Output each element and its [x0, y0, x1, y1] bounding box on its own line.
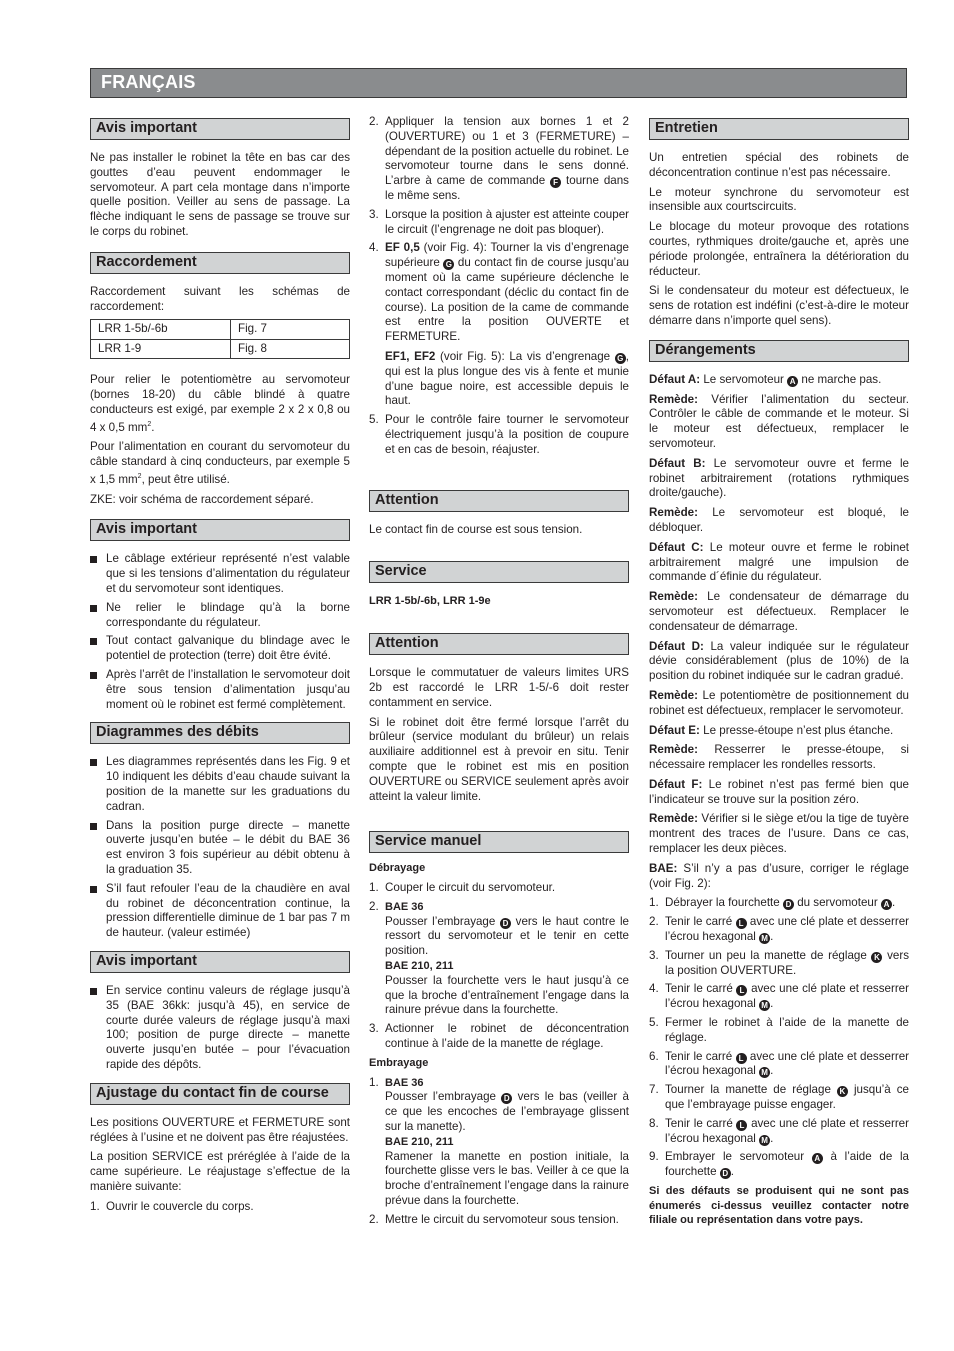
list-item: En service continu valeurs de réglage jusqu’à 35 (BAE 36kk: jusqu’à 45), en service de courte durée valeurs de réglage jusqu’à maxi 100; position de purge directe – manette ouverte jusqu’en butée – pour l’évacuation rapide des dépôts.	[90, 984, 350, 1073]
heading-diagrammes: Diagrammes des débits	[90, 722, 350, 744]
table-cell-model: LRR 1-5b/-6b	[91, 320, 231, 340]
marker-m-icon: M	[759, 1067, 770, 1078]
avis-important-3-list	[90, 984, 350, 1073]
ajustage-steps	[90, 1200, 350, 1215]
remede-e: Remède: Resserrer le presse-étoupe, si nécessaire remplacer les rondelles ressorts.	[649, 743, 909, 772]
avis-important-1-text: Ne pas installer le robinet la tête en bas car des gouttes d’eau peuvent endommager le servomoteur. A part cela montage dans n’importe quelle position. Veiller au sens de passage. La flèche indiquant le sens de passage se trouve sur le corps du robinet.	[90, 151, 350, 238]
bullet-square-icon	[90, 886, 97, 893]
attention-2-p1: Lorsque le commutatuer de valeurs limites URS 2b est raccordé le LRR 1-5/-6 doit rester contamment en service.	[369, 666, 629, 709]
defaut-e: Défaut E: Le presse-étoupe n’est plus étanche.	[649, 723, 894, 737]
ajustage-p1: Les positions OUVERTURE et FERMETURE sont réglées à l’usine et ne doivent pas être réajustées.	[90, 1115, 350, 1144]
list-item: Les diagrammes représentés dans les Fig. 9 et 10 indiquent les débits d’eau chaude suivant la position de la manette sur les graduations du cadran.	[90, 755, 350, 814]
list-item: 4. EF 0,5 (voir Fig. 4): Tourner la vis d’engrenage supérieure G du contact fin de course jusqu’au moment où la came supérieure déclenche le contact correspondant (déclic du contact fin de course). La position de la came de commande est entre la position OUVERTE et FERMETURE. EF1, EF2 (voir Fig. 5): La vis d’engrenage G , qui est la plus longue des vis à fente et munie d’une bague noire, est accessible depuis le haut.	[369, 241, 629, 408]
marker-l-icon: L	[736, 985, 747, 996]
bullet-square-icon	[90, 823, 97, 830]
ajustage-steps-continued	[369, 115, 629, 458]
bae-steps	[649, 896, 909, 1180]
remede-d: Remède: Le potentiomètre de positionnement du robinet est défectueux, remplacer le servomoteur.	[649, 688, 909, 717]
marker-d-icon: D	[501, 1093, 512, 1104]
bullet-square-icon	[90, 988, 97, 995]
bullet-square-icon	[90, 672, 97, 679]
heading-service-manuel: Service manuel	[369, 831, 629, 853]
heading-entretien: Entretien	[649, 118, 909, 140]
marker-f-icon: F	[550, 177, 561, 188]
heading-attention-2: Attention	[369, 633, 629, 655]
bullet-square-icon	[90, 556, 97, 563]
list-item: 3. Actionner le robinet de déconcentration continue à l’aide de la manette de réglage.	[369, 1022, 629, 1051]
heading-avis-important-2: Avis important	[90, 519, 350, 541]
marker-m-icon: M	[759, 1135, 770, 1146]
defaut-c: Défaut C: Le moteur ouvre et ferme le robinet arbitrairement malgré une impulsion de commande d´éfinie du régulateur.	[649, 540, 909, 584]
list-item: 4. Tenir le carré L avec une clé plate et resserrer l’écrou hexagonal M .	[649, 982, 909, 1011]
list-item: 5. Fermer le robinet à l’aide de la manette de réglage.	[649, 1016, 909, 1044]
marker-k-icon: K	[837, 1086, 848, 1097]
list-item: 1. Ouvrir le couvercle du corps.	[90, 1199, 254, 1213]
entretien-p1: Un entretien spécial des robinets de déconcentration continue n’est pas nécessaire.	[649, 151, 909, 179]
marker-d-icon: D	[783, 899, 794, 910]
marker-a-icon: A	[812, 1153, 823, 1164]
marker-d-icon: D	[720, 1168, 731, 1179]
list-item: 1. Débrayer la fourchette D du servomoteur A .	[649, 896, 896, 910]
list-item: Tout contact galvanique du blindage avec le potentiel de protection (terre) doit être évité.	[90, 634, 350, 664]
table-row	[91, 320, 350, 340]
raccordement-alimentation: Pour l’alimentation en courant du servomoteur du câble standard à cinq conducteurs, par exemple 5 x 1,5 $mm^2$, peut être utilisé.	[90, 440, 350, 486]
defaut-d: Défaut D: La valeur indiquée sur le régulateur dévie considérablement (plus de 10%) de la position du robinet indiquée sur le cadran gradué.	[649, 639, 909, 683]
bae-note: BAE: S’il n’y a pas d’usure, corriger le réglage (voir Fig. 2):	[649, 861, 909, 890]
closing-note: Si des défauts se produisent qui ne sont pas énumerés ci-dessus veuillez contacter notre filiale ou représentation dans votre pays.	[649, 1185, 909, 1227]
marker-l-icon: L	[736, 1120, 747, 1131]
defaut-b: Défaut B: Le servomoteur ouvre et ferme le robinet arbitrairement (rotations rythmiques droite/gauche).	[649, 456, 909, 500]
embrayage-heading: Embrayage	[369, 1056, 429, 1069]
list-item: Dans la position purge directe – manette ouverte jusqu’en butée – le débit du BAE 36 est environ 3 fois supérieur au débit obtenu à la graduation 35.	[90, 819, 350, 878]
connection-table	[90, 319, 350, 359]
debrayage-heading: Débrayage	[369, 862, 426, 875]
list-item: S’il faut refouler l’eau de la chaudière en aval du robinet de déconcentration continue, la pression differentielle diminue de 1 bar pas 7 m de hauteur. (valeur estimée)	[90, 882, 350, 941]
embrayage-steps	[369, 1076, 629, 1228]
marker-g-icon: G	[615, 353, 626, 364]
debrayage-steps	[369, 881, 629, 1052]
marker-g-icon: G	[443, 259, 454, 270]
column-right	[649, 118, 909, 1233]
list-item: 5. Pour le contrôle faire tourner le servomoteur électriquement jusqu’à la position de coupure et en cas de besoin, réajuster.	[369, 413, 629, 456]
service-models: LRR 1-5b/-6b, LRR 1-9e	[369, 595, 491, 608]
list-item: Après l’arrêt de l’installation le servomoteur doit être sous tension d’alimentation jusqu’au moment où le robinet est fermé complètement.	[90, 668, 350, 712]
marker-m-icon: M	[759, 933, 770, 944]
defaut-f: Défaut F: Le robinet n’est pas fermé bien que l’indicateur se trouve sur la position zéro.	[649, 777, 909, 806]
ajustage-p2: La position SERVICE est préréglée à l’aide de la came supérieure. Le réajustage s’effectue de la manière suivante:	[90, 1150, 350, 1193]
entretien-p2: Le moteur synchrone du servomoteur est insensible aux courtscircuits.	[649, 185, 909, 214]
list-item: Le câblage extérieur représenté n’est valable que si les tensions d’alimentation du régulateur et du servomoteur sont identiques.	[90, 552, 350, 596]
list-item: 2. Tenir le carré L avec une clé plate et desserrer l’écrou hexagonal M .	[649, 915, 909, 944]
list-item: 1. Couper le circuit du servomoteur.	[369, 881, 556, 895]
marker-l-icon: L	[736, 1053, 747, 1064]
marker-k-icon: K	[871, 952, 882, 963]
banner-title: FRANÇAIS	[101, 72, 196, 92]
ef1-ef2-note: EF1, EF2 (voir Fig. 5): La vis d’engrenage G , qui est la plus longue des vis à fente et munie d’une bague noire, est accessible depuis le haut.	[385, 349, 629, 408]
remede-f: Remède: Vérifier si le siège et/ou la tige de tuyère montrent des traces de l’usure. Dans ce cas, remplacer les deux pièces.	[649, 812, 909, 856]
marker-d-icon: D	[500, 918, 511, 929]
entretien-p4: Si le condensateur du moteur est défectueux, le sens de rotation est indéfini (c’est-à-dire le moteur démarre dans n’importe quel sens).	[649, 284, 909, 327]
column-middle	[369, 115, 629, 1232]
list-item: Ne relier le blindage qu’à la borne correspondante du régulateur.	[90, 601, 350, 631]
list-item: 7. Tourner la manette de réglage K jusqu’à ce que l’embrayage puisse engager.	[649, 1083, 909, 1112]
marker-l-icon: L	[736, 918, 747, 929]
heading-raccordement: Raccordement	[90, 252, 350, 274]
column-left	[90, 118, 350, 1219]
heading-attention-1: Attention	[369, 490, 629, 512]
avis-important-2-list	[90, 552, 350, 712]
heading-ajustage: Ajustage du contact fin de course	[90, 1083, 350, 1105]
list-item: 9. Embrayer le servomoteur A à l’aide de la fourchette D .	[649, 1150, 910, 1179]
list-item: 6. Tenir le carré L avec une clé plate et desserrer l’écrou hexagonal M .	[649, 1049, 909, 1078]
table-row	[91, 339, 350, 359]
attention-2-p2: Si le robinet doit être fermé lorsque l’arrêt du brûleur (service modulant du brûleur) un relais auxiliaire additionnel est à prevoir en situ. Tenir compte que le robinet est mis en position OUVERTURE ou SERVICE seulement après avoir atteint la valeur limite.	[369, 715, 629, 803]
heading-service: Service	[369, 561, 629, 583]
raccordement-zke: ZKE: voir schéma de raccordement séparé.	[90, 492, 314, 506]
remede-c: Remède: Le condensateur de démarrage du servomoteur est défectueux. Remplacer le condensateur de démarrage.	[649, 590, 909, 633]
table-cell-fig: Fig. 7	[231, 320, 350, 340]
heading-derangements: Dérangements	[649, 340, 909, 362]
list-item: 3. Tourner un peu la manette de réglage K vers la position OUVERTURE.	[649, 948, 909, 977]
marker-a-icon: A	[881, 899, 892, 910]
list-item: 1. BAE 36 Pousser l’embrayage D vers le bas (veiller à ce que les encoches de l’embrayage glissent sur la manette). BAE 210, 211 Ramener la manette en postion initiale, la fourchette glisse vers le bas. Veiller à ce que la broche d’entraînement l’engage dans la rainure prévue dans la fourchette.	[369, 1075, 629, 1208]
list-item: 2. Mettre le circuit du servomoteur sous tension.	[369, 1212, 619, 1226]
bullet-square-icon	[90, 638, 97, 645]
heading-avis-important-1: Avis important	[90, 118, 350, 140]
raccordement-potentiometre: Pour relier le potentiomètre au servomoteur (bornes 18-20) du câble blindé à quatre conducteurs est exigé, par exemple 2 x 2 x 0,8 ou 4 x 0,5 $mm^2$.	[90, 373, 350, 434]
attention-1-text: Le contact fin de course est sous tension.	[369, 522, 583, 536]
defaut-a: Défaut A: Le servomoteur A ne marche pas.	[649, 372, 882, 386]
list-item: 8. Tenir le carré L avec une clé plate et resserrer l’écrou hexagonal M .	[649, 1116, 909, 1145]
remede-a: Remède: Vérifier l’alimentation du secteur. Contrôler le câble de commande et le moteur. Si le moteur est défectueux, remplacer le servomoteur.	[649, 392, 909, 450]
entretien-p3: Le blocage du moteur provoque des rotations courtes, rythmiques droite/gauche et, après une période prolongée, entraînera la détérioration du réducteur.	[649, 220, 909, 278]
list-item: 2. BAE 36 Pousser l’embrayage D vers le haut contre le ressort du servomoteur et le tenir en cette position. BAE 210, 211 Pousser la fourchette vers le haut jusqu’à ce que la broche d’entraînement l’engage dans la rainure prévue dans la fourchette.	[369, 899, 629, 1017]
heading-avis-important-3: Avis important	[90, 951, 350, 973]
diagrammes-list	[90, 755, 350, 941]
language-banner	[90, 68, 907, 98]
bullet-square-icon	[90, 759, 97, 766]
list-item: 3. Lorsque la position à ajuster est atteinte couper le circuit (l’engrenage ne doit pas bloquer).	[369, 207, 629, 236]
remede-b: Remède: Le servomoteur est bloqué, le débloquer.	[649, 506, 909, 534]
table-cell-model: LRR 1-9	[91, 339, 231, 359]
raccordement-intro: Raccordement suivant les schémas de raccordement:	[90, 284, 350, 313]
list-item: 2. Appliquer la tension aux bornes 1 et 2 (OUVERTURE) ou 1 et 3 (FERMETURE) – dépendant de la position actuelle du robinet. Le servomoteur tourne dans le sens donné. L’arbre à came de commande F tourne dans le même sens.	[369, 115, 629, 202]
marker-m-icon: M	[759, 1000, 770, 1011]
marker-a-icon: A	[787, 376, 798, 387]
table-cell-fig: Fig. 8	[231, 339, 350, 359]
bullet-square-icon	[90, 605, 97, 612]
